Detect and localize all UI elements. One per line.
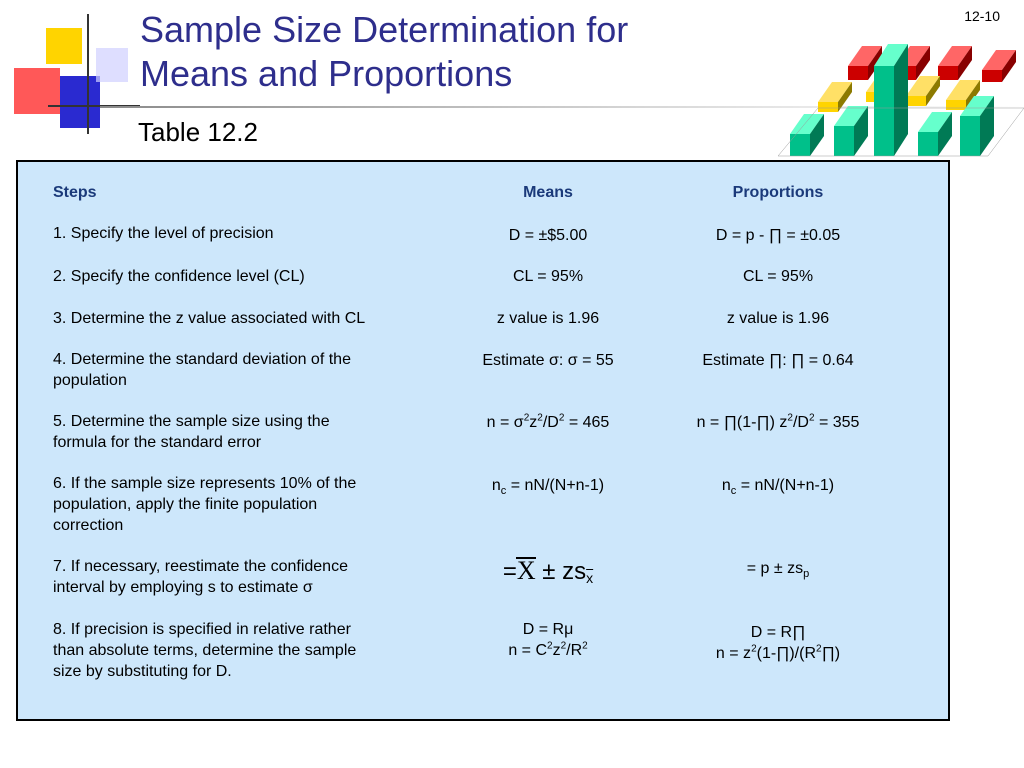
step-6: [53, 473, 433, 536]
step-4-line-2: population: [53, 372, 127, 389]
means-3: z value is 1.96: [496, 310, 600, 327]
proportions-5: n = ∏(1-∏) $z^2/D^2 = 355$: [696, 412, 860, 431]
means-8-line-1: D = Rμ: [522, 621, 574, 638]
proportions-8: [658, 622, 898, 664]
table-panel: [16, 160, 950, 721]
proportions-8-line-1: D = R∏: [750, 624, 806, 641]
proportions-4: Estimate ∏: ∏ = 0.64: [702, 352, 854, 369]
means-5: $n = \sigma^2z^2/D^2 = 465$: [486, 412, 610, 431]
title-line-1: Sample Size Determination for: [140, 9, 629, 50]
means-8-line-2: $n = C^2z^2/R^2$: [508, 640, 588, 659]
means-7: $=X \pm zs_{\overline{x}}$: [458, 540, 638, 590]
proportions-2: CL = 95%: [742, 268, 814, 285]
title-line-2: Means and Proportions: [140, 53, 513, 94]
step-5-line-2: formula for the standard error: [53, 434, 262, 451]
step-7-line-1: 7. If necessary, reestimate the confidence: [53, 558, 348, 575]
proportions-6: $n_c = nN/(N+n-1)$: [721, 477, 835, 498]
step-6-line-1: 6. If the sample size represents 10% of the: [53, 475, 357, 492]
step-8-line-2: than absolute terms, determine the sample: [53, 642, 357, 659]
table-caption: Table 12.2: [138, 117, 258, 147]
header-steps: Steps: [53, 184, 97, 201]
step-8-line-3: size by substituting for D.: [53, 663, 232, 680]
step-4-line-1: 4. Determine the standard deviation of the: [53, 351, 351, 368]
step-4: [53, 349, 433, 391]
step-7-line-2: interval by employing s to estimate σ: [53, 579, 313, 596]
corner-decoration: [0, 0, 140, 140]
header-means: Means: [523, 184, 573, 201]
header-proportions: Proportions: [732, 184, 824, 201]
step-7: [53, 556, 433, 598]
proportions-1: D = p - ∏ = ±0.05: [715, 227, 841, 244]
means-8: [458, 619, 638, 661]
step-6-line-3: correction: [53, 517, 124, 534]
proportions-8-line-2: $n = z^2(1-\prod)/(R^2\prod)$: [715, 643, 841, 662]
proportions-7: = $p \pm zs_p$: [746, 560, 810, 581]
slide-title: [140, 8, 628, 96]
step-5-line-1: 5. Determine the sample size using the: [53, 413, 330, 430]
step-2: 2. Specify the confidence level (CL): [53, 268, 305, 285]
step-5: [53, 411, 433, 453]
means-1: D = ±$5.00: [508, 227, 588, 244]
step-1: 1. Specify the level of precision: [53, 225, 274, 242]
step-8-line-1: 8. If precision is specified in relative rather: [53, 621, 351, 638]
slide-number: 12-10: [964, 8, 1000, 24]
means-4: Estimate σ: σ = 55: [482, 352, 614, 369]
means-6: $n_c = nN/(N+n-1)$: [491, 477, 605, 498]
proportions-3: z value is 1.96: [726, 310, 830, 327]
means-2: CL = 95%: [512, 268, 584, 285]
step-8: [53, 619, 433, 682]
bar-illustration: [778, 36, 1024, 158]
step-3: 3. Determine the z value associated with CL: [53, 310, 366, 327]
step-6-line-2: population, apply the finite population: [53, 496, 318, 513]
